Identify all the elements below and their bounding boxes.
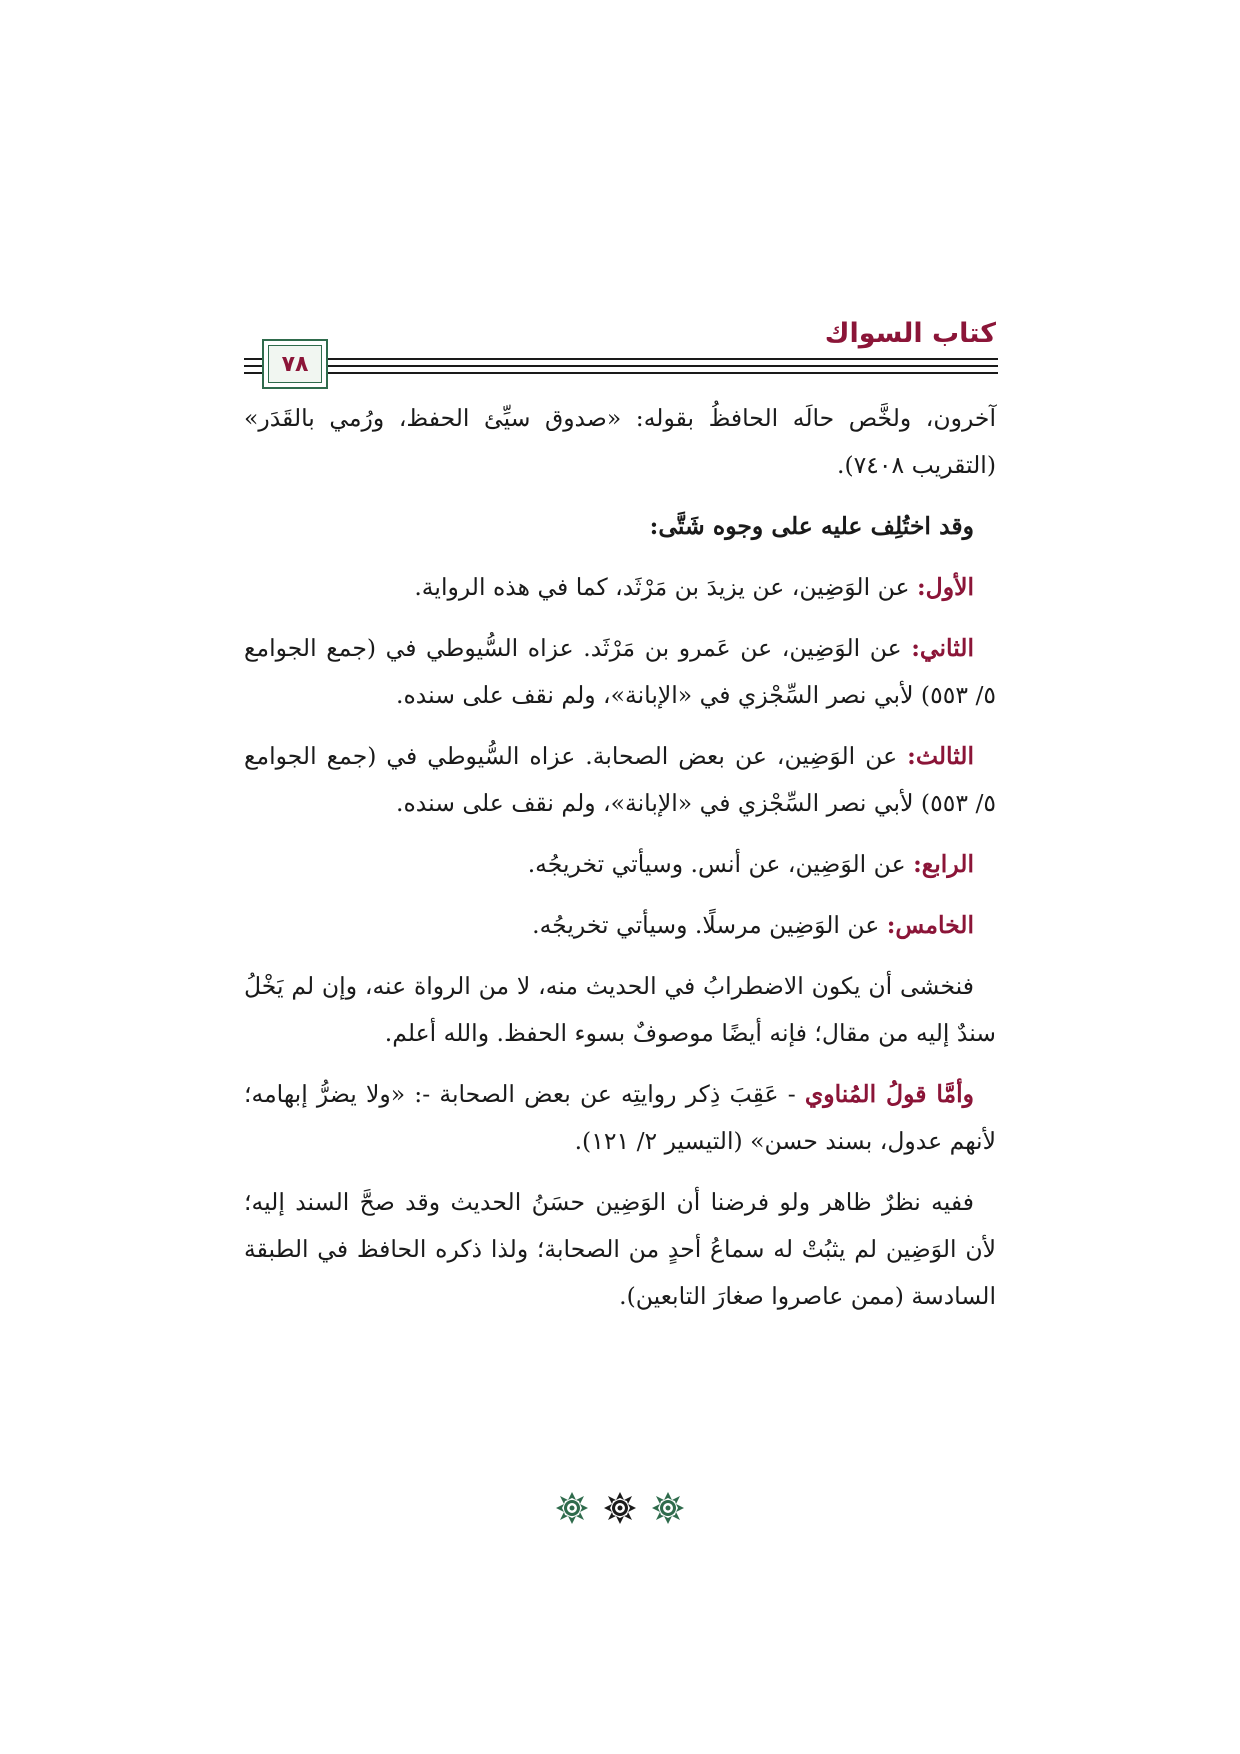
paragraph-munawi bbox=[244, 1071, 996, 1165]
munawi-text: - عَقِبَ ذِكر روايتِه عن بعض الصحابة -: «ولا يضرُّ إبهامه؛ لأنهم عدول، بسند حسن» (التيسير ٢/ ١٢١). bbox=[244, 1080, 996, 1155]
header-rule-top bbox=[244, 358, 998, 360]
variants-intro bbox=[244, 503, 996, 550]
paragraph-continued: آخرون، ولخَّص حالَه الحافظُ بقوله: «صدوق سيِّئ الحفظ، ورُمي بالقَدَر» (التقريب ٧٤٠٨). bbox=[244, 404, 996, 479]
page-content bbox=[244, 395, 996, 1320]
flower-ornament-icon bbox=[651, 1491, 685, 1525]
variant-item-1 bbox=[244, 564, 996, 611]
header-rule-middle bbox=[244, 365, 998, 367]
variants-intro-text: وقد اختُلِف عليه على وجوه شَتَّى: bbox=[649, 512, 974, 540]
variant-item-1-text: عن الوَضِين، عن يزيدَ بن مَرْثَد، كما في هذه الرواية. bbox=[414, 573, 917, 601]
book-title: كتاب السواك bbox=[824, 318, 996, 349]
section-end-ornaments bbox=[0, 1491, 1240, 1525]
variant-item-1-head: الأول: bbox=[916, 573, 974, 601]
flower-ornament-icon bbox=[603, 1491, 637, 1525]
paragraph-critique: ففيه نظرٌ ظاهر ولو فرضنا أن الوَضِين حسَنُ الحديث وقد صحَّ السند إليه؛ لأن الوَضِين لم يثبُتْ له سماعُ أحدٍ من الصحابة؛ ولذا ذكره الحافظ في الطبقة السادسة (ممن عاصروا صغارَ التابعين). bbox=[244, 1188, 996, 1310]
page-number: ٧٨ bbox=[268, 345, 322, 383]
paragraph-conclusion: فنخشى أن يكون الاضطرابُ في الحديث منه، لا من الرواة عنه، وإن لم يَخْلُ سندٌ إليه من مقال؛ فإنه أيضًا موصوفٌ بسوء الحفظ. والله أعلم. bbox=[244, 972, 996, 1047]
munawi-head: وأمَّا قولُ المُناوي bbox=[804, 1080, 974, 1108]
flower-ornament-icon bbox=[555, 1491, 589, 1525]
variant-item-2-text: عن الوَضِين، عن عَمرو بن مَرْثَد. عزاه السُّيوطي في (جمع الجوامع ٥/ ٥٥٣) لأبي نصر السِّجْزي في «الإبانة»، ولم نقف على سنده. bbox=[244, 634, 996, 709]
page-number-frame bbox=[262, 339, 328, 389]
variant-item-3 bbox=[244, 733, 996, 827]
variant-item-2 bbox=[244, 625, 996, 719]
variant-item-3-text: عن الوَضِين، عن بعض الصحابة. عزاه السُّيوطي في (جمع الجوامع ٥/ ٥٥٣) لأبي نصر السِّجْزي في «الإبانة»، ولم نقف على سنده. bbox=[244, 742, 996, 817]
variant-item-4 bbox=[244, 841, 996, 888]
variant-item-3-head: الثالث: bbox=[907, 742, 974, 770]
header-rule-bottom bbox=[244, 372, 998, 374]
variant-item-5-text: عن الوَضِين مرسلًا. وسيأتي تخريجُه. bbox=[532, 911, 887, 939]
variant-item-4-head: الرابع: bbox=[913, 850, 974, 878]
variant-item-4-text: عن الوَضِين، عن أنس. وسيأتي تخريجُه. bbox=[527, 850, 914, 878]
variant-item-2-head: الثاني: bbox=[911, 634, 974, 662]
variant-item-5-head: الخامس: bbox=[886, 911, 974, 939]
variant-item-5 bbox=[244, 902, 996, 949]
